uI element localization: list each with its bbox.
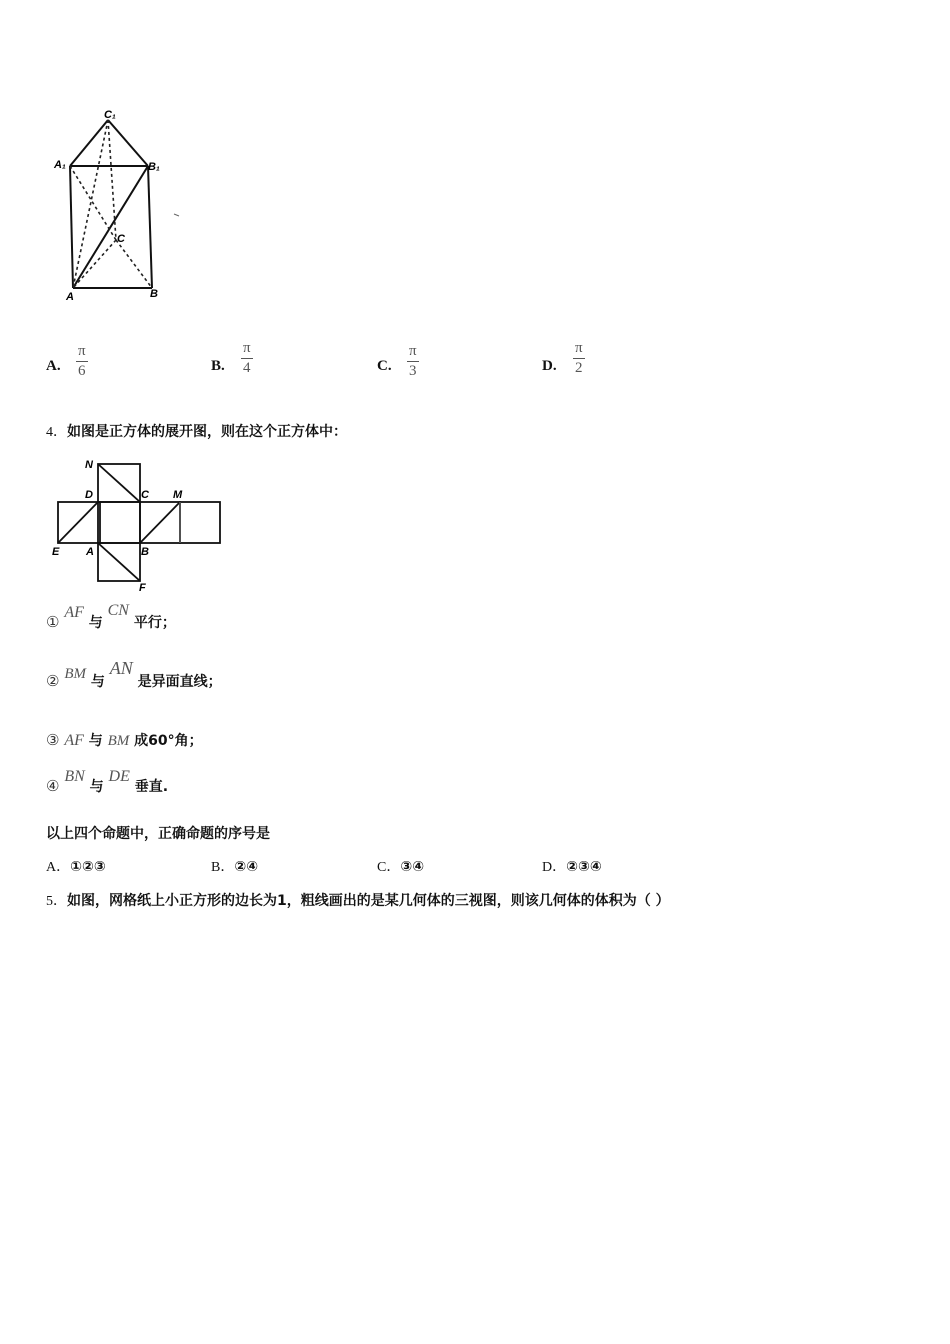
- q3-option-b-fraction: π 4: [243, 340, 251, 376]
- net-label-a: A: [86, 546, 94, 558]
- net-label-e: E: [52, 546, 60, 558]
- q4-statement-4: ④ BN 与 DE 垂直.: [46, 768, 169, 795]
- net-label-b: B: [141, 546, 149, 558]
- q4-statement-1: ① AF 与 CN 平行；: [46, 602, 176, 631]
- net-label-d: D: [85, 489, 93, 501]
- q4-conclusion: 以上四个命题中，正确命题的序号是: [46, 826, 270, 842]
- q4-option-b[interactable]: B．②④: [211, 859, 259, 875]
- q3-option-a-fraction: π 6: [78, 343, 86, 379]
- q3-option-a-letter[interactable]: A.: [46, 358, 61, 374]
- q4-option-d[interactable]: D．②③④: [542, 859, 602, 875]
- net-label-c: C: [141, 489, 149, 501]
- label-a: A: [66, 291, 74, 303]
- q3-option-c-letter[interactable]: C.: [377, 358, 392, 374]
- q3-option-d-fraction: π 2: [575, 340, 583, 376]
- q3-option-b-letter[interactable]: B.: [211, 358, 225, 374]
- net-label-n: N: [85, 459, 93, 471]
- q5-stem: 5．如图，网格纸上小正方形的边长为1，粗线画出的是某几何体的三视图，则该几何体的体积为（ ）: [46, 893, 670, 909]
- label-c1: C₁: [104, 109, 116, 121]
- net-label-m: M: [173, 489, 183, 501]
- label-a1: A₁: [54, 159, 66, 171]
- q3-option-d-letter[interactable]: D.: [542, 358, 557, 374]
- q4-statement-2: ② BM 与 AN 是异面直线；: [46, 658, 222, 690]
- prism-figure: [48, 100, 198, 305]
- label-b: B: [150, 288, 158, 300]
- cube-net-figure: [48, 452, 228, 594]
- q4-stem: 4．如图是正方体的展开图，则在这个正方体中：: [46, 424, 347, 440]
- label-c: C: [117, 233, 125, 245]
- q4-statement-3: ③ AF 与 BM 成60°角；: [46, 731, 203, 749]
- q3-option-c-fraction: π 3: [409, 343, 417, 379]
- q4-option-a[interactable]: A．①②③: [46, 859, 106, 875]
- net-label-f: F: [139, 582, 146, 594]
- label-b1: B₁: [148, 161, 160, 173]
- q4-option-c[interactable]: C．③④: [377, 859, 425, 875]
